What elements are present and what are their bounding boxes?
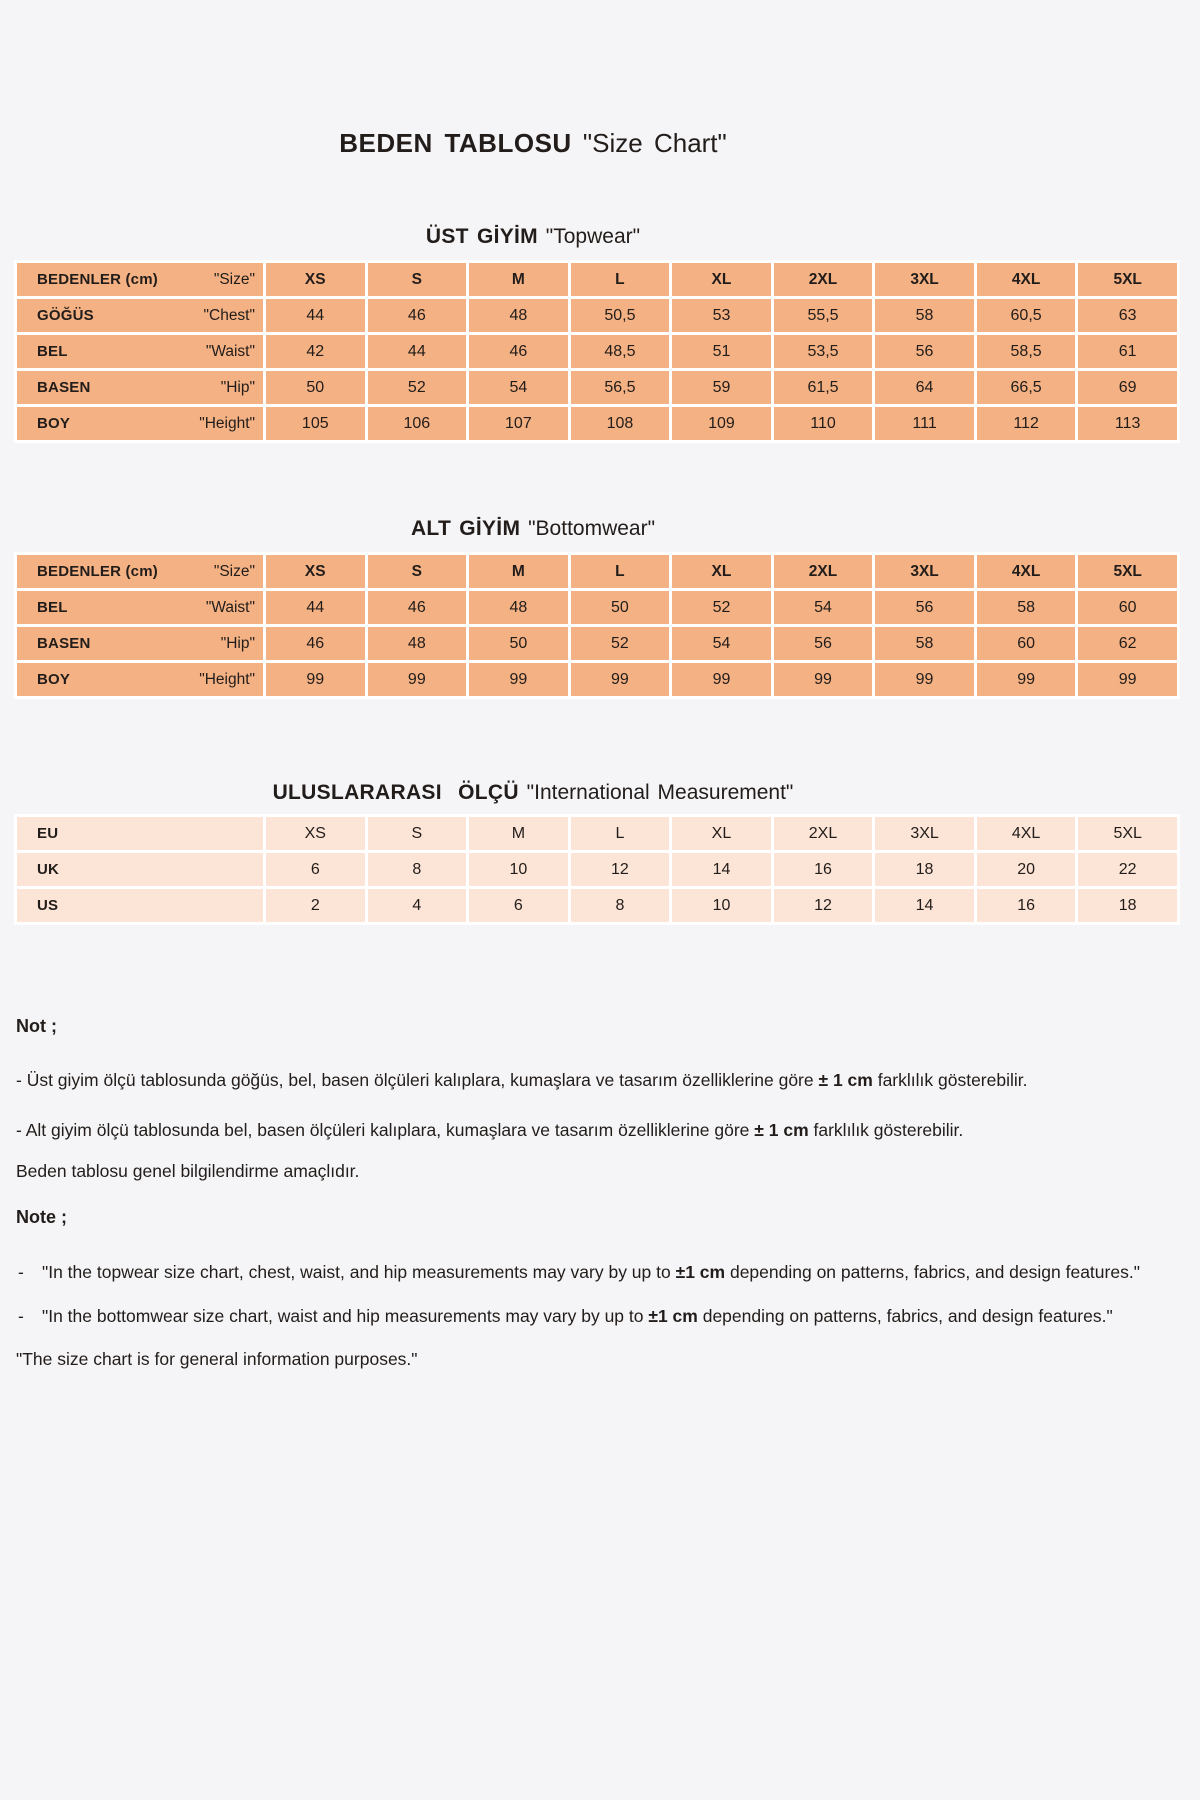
value-cell: 111 xyxy=(875,407,974,440)
value-cell: 8 xyxy=(571,889,670,922)
value-cell: 14 xyxy=(672,853,771,886)
value-cell: 113 xyxy=(1078,407,1177,440)
value-cell: M xyxy=(469,555,568,588)
international-size-table xyxy=(14,814,1180,925)
page-title xyxy=(0,0,1066,159)
value-cell: 60 xyxy=(1078,591,1177,624)
value-cell: 54 xyxy=(774,591,873,624)
notes-footer-en: "The size chart is for general information purposes." xyxy=(16,1349,418,1369)
value-cell: 18 xyxy=(1078,889,1177,922)
row-label-tr: BASEN xyxy=(37,634,91,652)
value-cell: 58 xyxy=(875,299,974,332)
value-cell: 54 xyxy=(672,627,771,660)
value-cell: 107 xyxy=(469,407,568,440)
value-cell: 48 xyxy=(469,299,568,332)
notes-footer-tr: Beden tablosu genel bilgilendirme amaçlıdır. xyxy=(16,1161,360,1181)
row-label-en: "Waist" xyxy=(205,342,255,360)
note-text: "In the topwear size chart, chest, waist, and hip measurements may vary by up to xyxy=(42,1262,676,1282)
value-cell: 53,5 xyxy=(774,335,873,368)
bottomwear-size-table xyxy=(14,552,1180,699)
value-cell: 99 xyxy=(368,663,467,696)
value-cell: 99 xyxy=(774,663,873,696)
value-cell: 14 xyxy=(875,889,974,922)
value-cell: XS xyxy=(266,555,365,588)
value-cell: 59 xyxy=(672,371,771,404)
value-cell: 48,5 xyxy=(571,335,670,368)
value-cell: 16 xyxy=(977,889,1076,922)
value-cell: 99 xyxy=(977,663,1076,696)
value-cell: XL xyxy=(672,263,771,296)
topwear-heading-tr: ÜST GİYİM xyxy=(425,225,538,248)
row-label-tr: BASEN xyxy=(37,378,91,396)
note-bold-text: ± 1 cm xyxy=(754,1120,809,1140)
table-row xyxy=(17,591,1177,624)
value-cell: 52 xyxy=(672,591,771,624)
value-cell: 46 xyxy=(266,627,365,660)
value-cell: 50 xyxy=(266,371,365,404)
value-cell: 54 xyxy=(469,371,568,404)
note-text: depending on patterns, fabrics, and design features." xyxy=(697,1306,1113,1326)
value-cell: 2XL xyxy=(774,555,873,588)
value-cell: 50,5 xyxy=(571,299,670,332)
bottomwear-section-heading xyxy=(0,517,1066,541)
value-cell: 16 xyxy=(774,853,873,886)
value-cell: L xyxy=(571,817,670,850)
value-cell: 20 xyxy=(977,853,1076,886)
value-cell: 61 xyxy=(1078,335,1177,368)
row-label-tr: BEL xyxy=(37,342,68,360)
note-item-en-bottomwear xyxy=(16,1300,1178,1333)
row-label-cell xyxy=(17,371,263,404)
value-cell: L xyxy=(571,263,670,296)
value-cell: 3XL xyxy=(875,817,974,850)
topwear-heading-en: "Topwear" xyxy=(545,225,641,248)
value-cell: 4XL xyxy=(977,817,1076,850)
value-cell: 99 xyxy=(469,663,568,696)
note-text: "In the bottomwear size chart, waist and hip measurements may vary by up to xyxy=(42,1306,649,1326)
value-cell: 50 xyxy=(469,627,568,660)
value-cell: 4XL xyxy=(977,263,1076,296)
value-cell: 12 xyxy=(571,853,670,886)
value-cell: 56 xyxy=(875,335,974,368)
value-cell: 112 xyxy=(977,407,1076,440)
row-label-en: "Size" xyxy=(213,562,255,580)
row-label-tr: BOY xyxy=(37,670,71,688)
topwear-size-table xyxy=(14,260,1180,443)
table-row xyxy=(17,299,1177,332)
table-row xyxy=(17,371,1177,404)
value-cell: 18 xyxy=(875,853,974,886)
topwear-section-heading xyxy=(0,225,1066,249)
value-cell: 53 xyxy=(672,299,771,332)
row-label-tr: BEDENLER (cm) xyxy=(37,270,158,288)
value-cell: 58,5 xyxy=(977,335,1076,368)
value-cell: 69 xyxy=(1078,371,1177,404)
row-label-cell xyxy=(17,627,263,660)
international-section-heading xyxy=(0,781,1066,805)
value-cell: 58 xyxy=(977,591,1076,624)
value-cell: S xyxy=(368,263,467,296)
notes-heading-en: Note ; xyxy=(16,1207,67,1227)
value-cell: 48 xyxy=(469,591,568,624)
table-row xyxy=(17,663,1177,696)
value-cell: XL xyxy=(672,555,771,588)
value-cell: 61,5 xyxy=(774,371,873,404)
table-row xyxy=(17,853,1177,886)
value-cell: 99 xyxy=(672,663,771,696)
table-row xyxy=(17,627,1177,660)
row-label-en: "Hip" xyxy=(220,378,255,396)
bullet-text xyxy=(42,1256,1178,1289)
value-cell: 2 xyxy=(266,889,365,922)
value-cell: 44 xyxy=(266,299,365,332)
row-label-cell xyxy=(17,889,263,922)
value-cell: 4XL xyxy=(977,555,1076,588)
table-row xyxy=(17,407,1177,440)
value-cell: 51 xyxy=(672,335,771,368)
value-cell: 110 xyxy=(774,407,873,440)
notes-heading-tr: Not ; xyxy=(16,1016,57,1036)
note-bold-text: ±1 cm xyxy=(648,1306,698,1326)
value-cell: M xyxy=(469,263,568,296)
page-title-en: "Size Chart" xyxy=(582,128,727,158)
row-label-cell xyxy=(17,555,263,588)
value-cell: 6 xyxy=(266,853,365,886)
note-item-en-topwear xyxy=(16,1256,1178,1289)
value-cell: 56 xyxy=(875,591,974,624)
value-cell: 44 xyxy=(368,335,467,368)
value-cell: 60 xyxy=(977,627,1076,660)
bottomwear-heading-en: "Bottomwear" xyxy=(528,517,656,540)
table-row xyxy=(17,335,1177,368)
table-header-row xyxy=(17,555,1177,588)
row-label-tr: BOY xyxy=(37,414,71,432)
bullet-text xyxy=(42,1300,1178,1333)
value-cell: 105 xyxy=(266,407,365,440)
note-bold-text: ± 1 cm xyxy=(818,1070,873,1090)
bullet-dash: - xyxy=(18,1262,24,1282)
note-item-tr-bottomwear xyxy=(16,1114,1178,1147)
value-cell: 2XL xyxy=(774,817,873,850)
value-cell: 56 xyxy=(774,627,873,660)
row-label-tr: EU xyxy=(37,825,59,842)
value-cell: 46 xyxy=(368,299,467,332)
note-bold-text: ±1 cm xyxy=(675,1262,726,1282)
value-cell: 10 xyxy=(469,853,568,886)
value-cell: 4 xyxy=(368,889,467,922)
note-text: farklılık gösterebilir. xyxy=(872,1070,1028,1090)
row-label-cell xyxy=(17,299,263,332)
value-cell: 60,5 xyxy=(977,299,1076,332)
value-cell: 22 xyxy=(1078,853,1177,886)
value-cell: 55,5 xyxy=(774,299,873,332)
value-cell: S xyxy=(368,555,467,588)
row-label-cell xyxy=(17,817,263,850)
row-label-cell xyxy=(17,335,263,368)
bottomwear-heading-tr: ALT GİYİM xyxy=(410,517,521,540)
value-cell: 62 xyxy=(1078,627,1177,660)
value-cell: 106 xyxy=(368,407,467,440)
row-label-tr: UK xyxy=(37,861,60,878)
row-label-en: "Hip" xyxy=(220,634,255,652)
row-label-en: "Size" xyxy=(213,270,255,288)
row-label-en: "Height" xyxy=(199,414,255,432)
row-label-en: "Waist" xyxy=(205,598,255,616)
row-label-tr: BEL xyxy=(37,598,68,616)
value-cell: 99 xyxy=(571,663,670,696)
value-cell: 52 xyxy=(571,627,670,660)
row-label-en: "Chest" xyxy=(203,306,255,324)
value-cell: 109 xyxy=(672,407,771,440)
value-cell: 3XL xyxy=(875,555,974,588)
note-text: - Üst giyim ölçü tablosunda göğüs, bel, basen ölçüleri kalıplara, kumaşlara ve tasarım özelliklerine göre xyxy=(16,1070,819,1090)
value-cell: 58 xyxy=(875,627,974,660)
value-cell: 3XL xyxy=(875,263,974,296)
value-cell: XL xyxy=(672,817,771,850)
value-cell: 64 xyxy=(875,371,974,404)
value-cell: 63 xyxy=(1078,299,1177,332)
value-cell: 12 xyxy=(774,889,873,922)
row-label-tr: GÖĞÜS xyxy=(37,306,94,324)
note-text: depending on patterns, fabrics, and design features." xyxy=(725,1262,1140,1282)
value-cell: 52 xyxy=(368,371,467,404)
value-cell: 108 xyxy=(571,407,670,440)
value-cell: 2XL xyxy=(774,263,873,296)
value-cell: 66,5 xyxy=(977,371,1076,404)
row-label-cell xyxy=(17,263,263,296)
row-label-tr: US xyxy=(37,897,59,914)
international-heading-tr: ULUSLARARASI ÖLÇÜ xyxy=(272,781,519,804)
note-item-tr-topwear xyxy=(16,1064,1178,1097)
row-label-cell xyxy=(17,591,263,624)
value-cell: 99 xyxy=(266,663,365,696)
value-cell: 56,5 xyxy=(571,371,670,404)
row-label-en: "Height" xyxy=(199,670,255,688)
table-row xyxy=(17,817,1177,850)
row-label-cell xyxy=(17,663,263,696)
page-title-tr: BEDEN TABLOSU xyxy=(339,128,572,158)
value-cell: 5XL xyxy=(1078,817,1177,850)
value-cell: M xyxy=(469,817,568,850)
value-cell: 10 xyxy=(672,889,771,922)
row-label-cell xyxy=(17,853,263,886)
value-cell: 44 xyxy=(266,591,365,624)
value-cell: 50 xyxy=(571,591,670,624)
bullet-dash: - xyxy=(18,1306,24,1326)
table-header-row xyxy=(17,263,1177,296)
value-cell: 5XL xyxy=(1078,263,1177,296)
value-cell: 99 xyxy=(1078,663,1177,696)
value-cell: S xyxy=(368,817,467,850)
note-text: - Alt giyim ölçü tablosunda bel, basen ölçüleri kalıplara, kumaşlara ve tasarım özelliklerine göre xyxy=(16,1120,755,1140)
table-row xyxy=(17,889,1177,922)
value-cell: L xyxy=(571,555,670,588)
row-label-cell xyxy=(17,407,263,440)
row-label-tr: BEDENLER (cm) xyxy=(37,562,158,580)
value-cell: XS xyxy=(266,817,365,850)
value-cell: 46 xyxy=(368,591,467,624)
value-cell: XS xyxy=(266,263,365,296)
international-heading-en: "International Measurement" xyxy=(526,781,794,804)
value-cell: 99 xyxy=(875,663,974,696)
notes-section xyxy=(16,1010,1178,1376)
note-text: farklılık gösterebilir. xyxy=(808,1120,964,1140)
value-cell: 46 xyxy=(469,335,568,368)
value-cell: 48 xyxy=(368,627,467,660)
value-cell: 8 xyxy=(368,853,467,886)
value-cell: 42 xyxy=(266,335,365,368)
value-cell: 5XL xyxy=(1078,555,1177,588)
value-cell: 6 xyxy=(469,889,568,922)
